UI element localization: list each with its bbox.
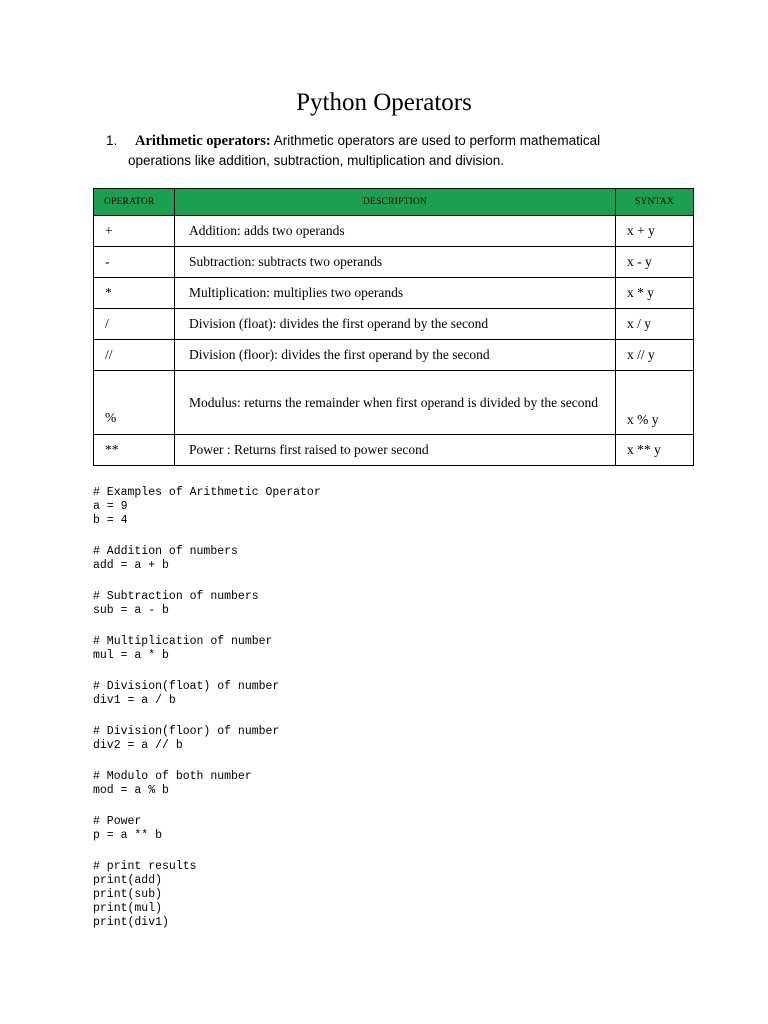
table-row bbox=[94, 435, 694, 466]
code-line: div1 = a / b bbox=[93, 694, 176, 707]
description-cell: Division (floor): divides the first operand by the second bbox=[175, 340, 616, 371]
description-cell: Multiplication: multiplies two operands bbox=[175, 278, 616, 309]
operator-cell: ** bbox=[94, 435, 175, 466]
code-blank-line bbox=[93, 618, 321, 635]
code-line: a = 9 bbox=[93, 500, 128, 513]
intro-text: Arithmetic operators are used to perform mathematical bbox=[270, 133, 601, 148]
description-cell: Subtraction: subtracts two operands bbox=[175, 247, 616, 278]
code-blank-line bbox=[93, 663, 321, 680]
code-line: # Examples of Arithmetic Operator bbox=[93, 486, 321, 499]
code-line: print(mul) bbox=[93, 902, 163, 915]
header-syntax: SYNTAX bbox=[616, 189, 694, 216]
operators-table bbox=[93, 188, 694, 466]
operator-cell: * bbox=[94, 278, 175, 309]
code-line: print(sub) bbox=[93, 888, 163, 901]
code-line: # Division(floor) of number bbox=[93, 725, 280, 738]
code-line: add = a + b bbox=[93, 559, 169, 572]
description-cell: Power : Returns first raised to power second bbox=[175, 435, 616, 466]
code-blank-line bbox=[93, 843, 321, 860]
operator-cell: // bbox=[94, 340, 175, 371]
table-header-row bbox=[94, 189, 694, 216]
code-blank-line bbox=[93, 708, 321, 725]
page-title: Python Operators bbox=[296, 89, 472, 116]
table-row bbox=[94, 278, 694, 309]
syntax-cell: x % y bbox=[616, 371, 694, 435]
table-row bbox=[94, 309, 694, 340]
operator-cell: - bbox=[94, 247, 175, 278]
intro-line-1 bbox=[135, 131, 600, 151]
table-row bbox=[94, 247, 694, 278]
code-blank-line bbox=[93, 528, 321, 545]
syntax-cell: x / y bbox=[616, 309, 694, 340]
code-blank-line bbox=[93, 753, 321, 770]
code-line: print(div1) bbox=[93, 916, 169, 929]
description-cell: Addition: adds two operands bbox=[175, 216, 616, 247]
code-line: # Power bbox=[93, 815, 142, 828]
intro-line-2: operations like addition, subtraction, multiplication and division. bbox=[128, 153, 504, 168]
syntax-cell: x // y bbox=[616, 340, 694, 371]
operator-cell: + bbox=[94, 216, 175, 247]
code-blank-line bbox=[93, 798, 321, 815]
syntax-cell: x ** y bbox=[616, 435, 694, 466]
list-number: 1. bbox=[106, 133, 118, 148]
code-line: print(add) bbox=[93, 874, 163, 887]
code-line: sub = a - b bbox=[93, 604, 169, 617]
syntax-cell: x - y bbox=[616, 247, 694, 278]
code-line: mul = a * b bbox=[93, 649, 169, 662]
table-row bbox=[94, 371, 694, 435]
description-cell: Modulus: returns the remainder when first operand is divided by the second bbox=[175, 371, 616, 435]
syntax-cell: x * y bbox=[616, 278, 694, 309]
table-row bbox=[94, 340, 694, 371]
operator-cell: / bbox=[94, 309, 175, 340]
code-line: # Division(float) of number bbox=[93, 680, 280, 693]
table-row bbox=[94, 216, 694, 247]
code-line: div2 = a // b bbox=[93, 739, 183, 752]
header-description: DESCRIPTION bbox=[175, 189, 616, 216]
code-line: # Subtraction of numbers bbox=[93, 590, 259, 603]
code-line: # Modulo of both number bbox=[93, 770, 252, 783]
code-line: p = a ** b bbox=[93, 829, 163, 842]
code-line: mod = a % b bbox=[93, 784, 169, 797]
code-line: # Addition of numbers bbox=[93, 545, 238, 558]
syntax-cell: x + y bbox=[616, 216, 694, 247]
intro-heading: Arithmetic operators: bbox=[135, 133, 271, 149]
header-operator: OPERATOR bbox=[94, 189, 175, 216]
code-line: b = 4 bbox=[93, 514, 128, 527]
code-line: # Multiplication of number bbox=[93, 635, 273, 648]
code-block bbox=[93, 486, 321, 930]
operator-cell: % bbox=[94, 371, 175, 435]
code-blank-line bbox=[93, 573, 321, 590]
code-line: # print results bbox=[93, 860, 197, 873]
description-cell: Division (float): divides the first operand by the second bbox=[175, 309, 616, 340]
